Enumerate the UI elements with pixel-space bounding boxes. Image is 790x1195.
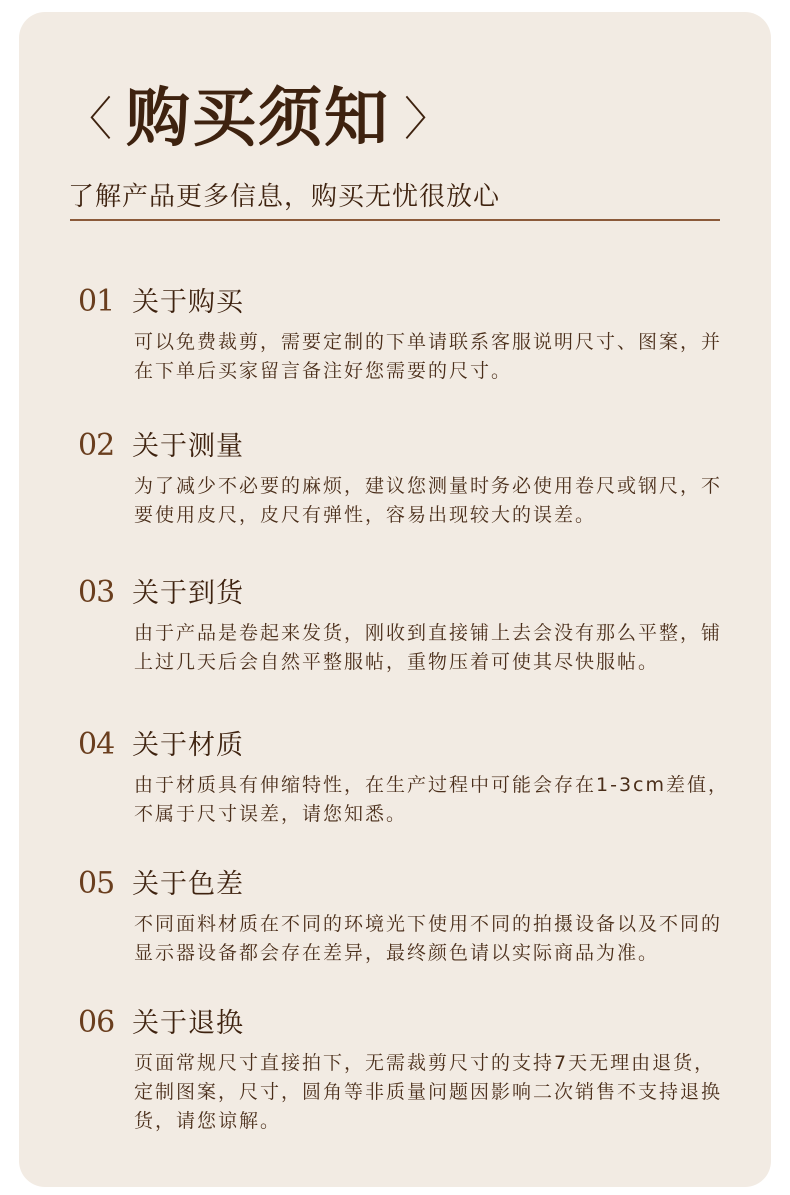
section-title: 关于退换 (132, 1008, 244, 1039)
section-title: 关于材质 (132, 730, 244, 761)
section-delivery (78, 571, 758, 677)
section-title: 关于到货 (132, 578, 244, 609)
section-body: 由于材质具有伸缩特性，在生产过程中可能会存在1-3cm差值，不属于尺寸误差，请您知悉。 (134, 774, 729, 825)
section-body: 页面常规尺寸直接拍下，无需裁剪尺寸的支持7天无理由退货，定制图案，尺寸，圆角等非质量问题因影响二次销售不支持退换货，请您谅解。 (134, 1052, 723, 1132)
section-body: 不同面料材质在不同的环境光下使用不同的拍摄设备以及不同的显示器设备都会存在差异，最终颜色请以实际商品为准。 (134, 913, 723, 964)
section-purchase (78, 280, 758, 386)
divider (70, 219, 720, 221)
section-title: 关于色差 (132, 869, 244, 900)
section-number: 02 (78, 428, 115, 463)
chevron-left-icon: 〈 (66, 92, 112, 146)
chevron-right-icon: 〉 (404, 92, 450, 146)
section-number: 04 (78, 727, 115, 762)
section-material (78, 723, 758, 829)
page-subtitle: 了解产品更多信息，购买无忧很放心 (68, 182, 501, 212)
section-body: 可以免费裁剪，需要定制的下单请联系客服说明尺寸、图案，并在下单后买家留言备注好您需要的尺寸。 (134, 331, 723, 382)
section-number: 03 (78, 575, 115, 610)
section-title: 关于测量 (132, 431, 244, 462)
section-color (78, 862, 758, 968)
section-number: 01 (78, 284, 115, 319)
page-title: 购买须知 (126, 82, 390, 156)
section-title: 关于购买 (132, 287, 244, 318)
section-return (78, 1001, 758, 1136)
title-row (66, 74, 450, 164)
section-number: 05 (78, 866, 115, 901)
section-measure (78, 424, 758, 530)
section-number: 06 (78, 1005, 115, 1040)
section-body: 为了减少不必要的麻烦，建议您测量时务必使用卷尺或钢尺，不要使用皮尺，皮尺有弹性，容易出现较大的误差。 (134, 475, 723, 526)
section-body: 由于产品是卷起来发货，刚收到直接铺上去会没有那么平整，铺上过几天后会自然平整服帖，重物压着可使其尽快服帖。 (134, 622, 723, 673)
